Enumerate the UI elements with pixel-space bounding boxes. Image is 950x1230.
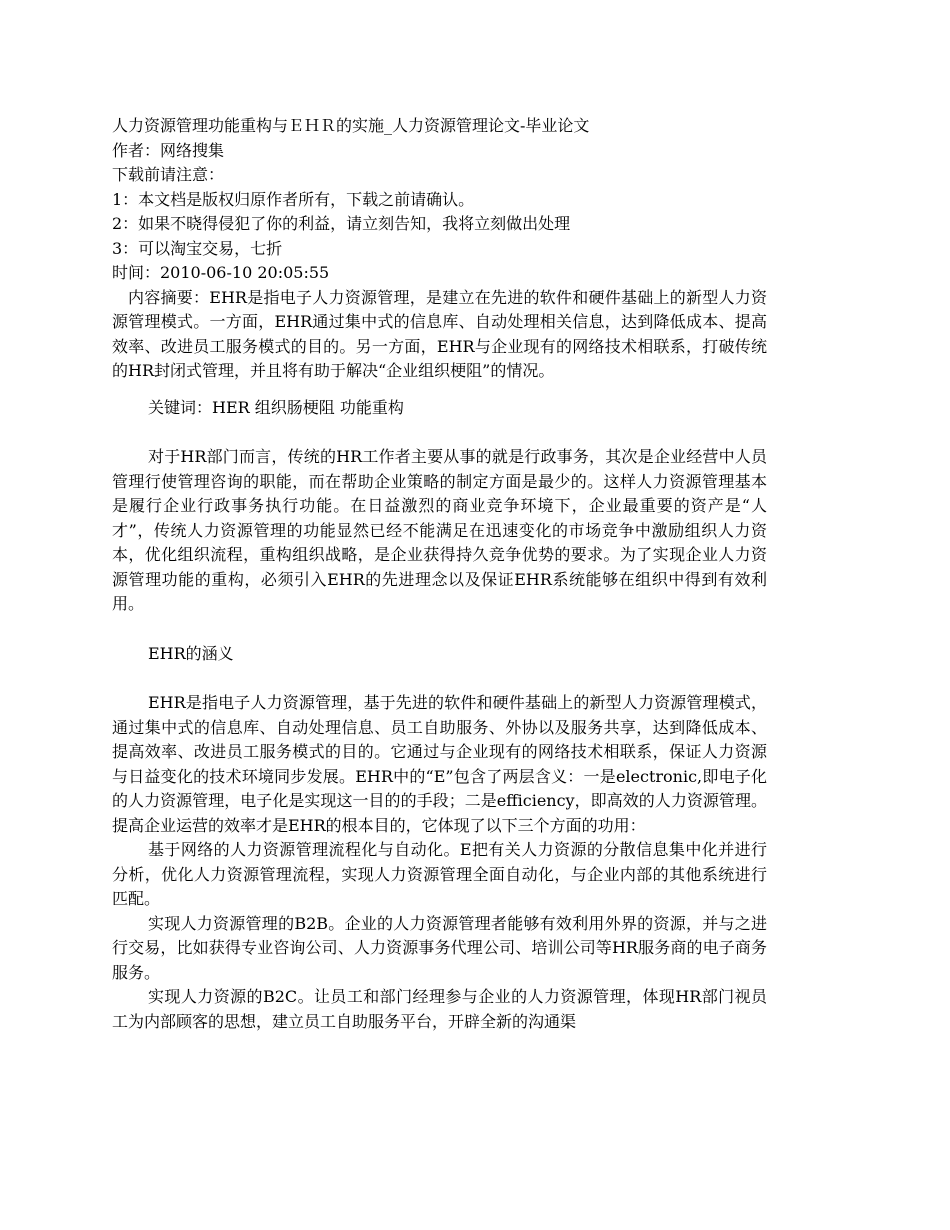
author-line: 作者：网络搜集 bbox=[112, 140, 225, 160]
notice-item: 2：如果不晓得侵犯了你的利益，请立刻告知，我将立刻做出处理 bbox=[112, 214, 571, 233]
notice-item: 1：本文档是版权归原作者所有，下载之前请确认。 bbox=[112, 189, 475, 209]
spacer bbox=[112, 617, 767, 642]
section-heading: EHR的涵义 bbox=[148, 643, 234, 663]
body-paragraph: EHR是指电子人力资源管理，基于先进的软件和硬件基础上的新型人力资源管理模式，通过集中式的信息库、自动处理信息、员工自助服务、外协以及服务共享，达到降低成本、提高效率、改进员工服务模式的目的。它通过与企业现有的网络技术相联系，保证人力资源与日益变化的技术环境同步发展。EHR中的“E”包含了两层含义：一是electronic,即电子化的人力资源管理，电子化是实现这一目的的手段；二是efficiency，即高效的人力资源管理。提高企业运营的效率才是EHR的根本目的，它体现了以下三个方面的功用： bbox=[112, 693, 767, 835]
body-paragraph: 实现人力资源管理的B2B。企业的人力资源管理者能够有效利用外界的资源，并与之进行交易，比如获得专业咨询公司、人力资源事务代理公司、培训公司等HR服务商的电子商务服务。 bbox=[112, 913, 767, 982]
notice-title: 下载前请注意： bbox=[112, 165, 225, 184]
body-paragraph: 基于网络的人力资源管理流程化与自动化。E把有关人力资源的分散信息集中化并进行分析，优化人力资源管理流程，实现人力资源管理全面自动化，与企业内部的其他系统进行匹配。 bbox=[112, 840, 767, 908]
spacer bbox=[112, 420, 767, 445]
spacer bbox=[112, 666, 767, 691]
abstract-paragraph: 内容摘要：EHR是指电子人力资源管理，是建立在先进的软件和硬件基础上的新型人力资源管理模式。一方面，EHR通过集中式的信息库、自动处理相关信息，达到降低成本、提高效率、改进员工服务模式的目的。另一方面，EHR与企业现有的网络技术相联系，打破传统的HR封闭式管理，并且将有助于解决“企业组织梗阻”的情况。 bbox=[112, 287, 767, 380]
body-paragraph: 对于HR部门而言，传统的HR工作者主要从事的就是行政事务，其次是企业经营中人员管理行使管理咨询的职能，而在帮助企业策略的制定方面是最少的。这样人力资源管理基本是履行企业行政事务执行功能。在日益激烈的商业竞争环境下，企业最重要的资产是“人才”，传统人力资源管理的功能显然已经不能满足在迅速变化的市场竞争中激励组织人力资本，优化组织流程，重构组织战略，是企业获得持久竞争优势的要求。为了实现企业人力资源管理功能的重构，必须引入EHR的先进理念以及保证EHR系统能够在组织中得到有效利用。 bbox=[112, 447, 767, 613]
notice-item: 3：可以淘宝交易，七折 bbox=[112, 238, 283, 258]
time-line: 时间：2010-06-10 20:05:55 bbox=[112, 263, 330, 282]
document-title: 人力资源管理功能重构与ＥＨＲ的实施_人力资源管理论文-毕业论文 bbox=[112, 116, 590, 135]
keywords-line: 关键词：HER 组织肠梗阻 功能重构 bbox=[148, 397, 404, 417]
document-page bbox=[112, 114, 767, 1034]
body-paragraph: 实现人力资源的B2C。让员工和部门经理参与企业的人力资源管理，体现HR部门视员工为内部顾客的思想，建立员工自助服务平台，开辟全新的沟通渠 bbox=[112, 987, 767, 1031]
